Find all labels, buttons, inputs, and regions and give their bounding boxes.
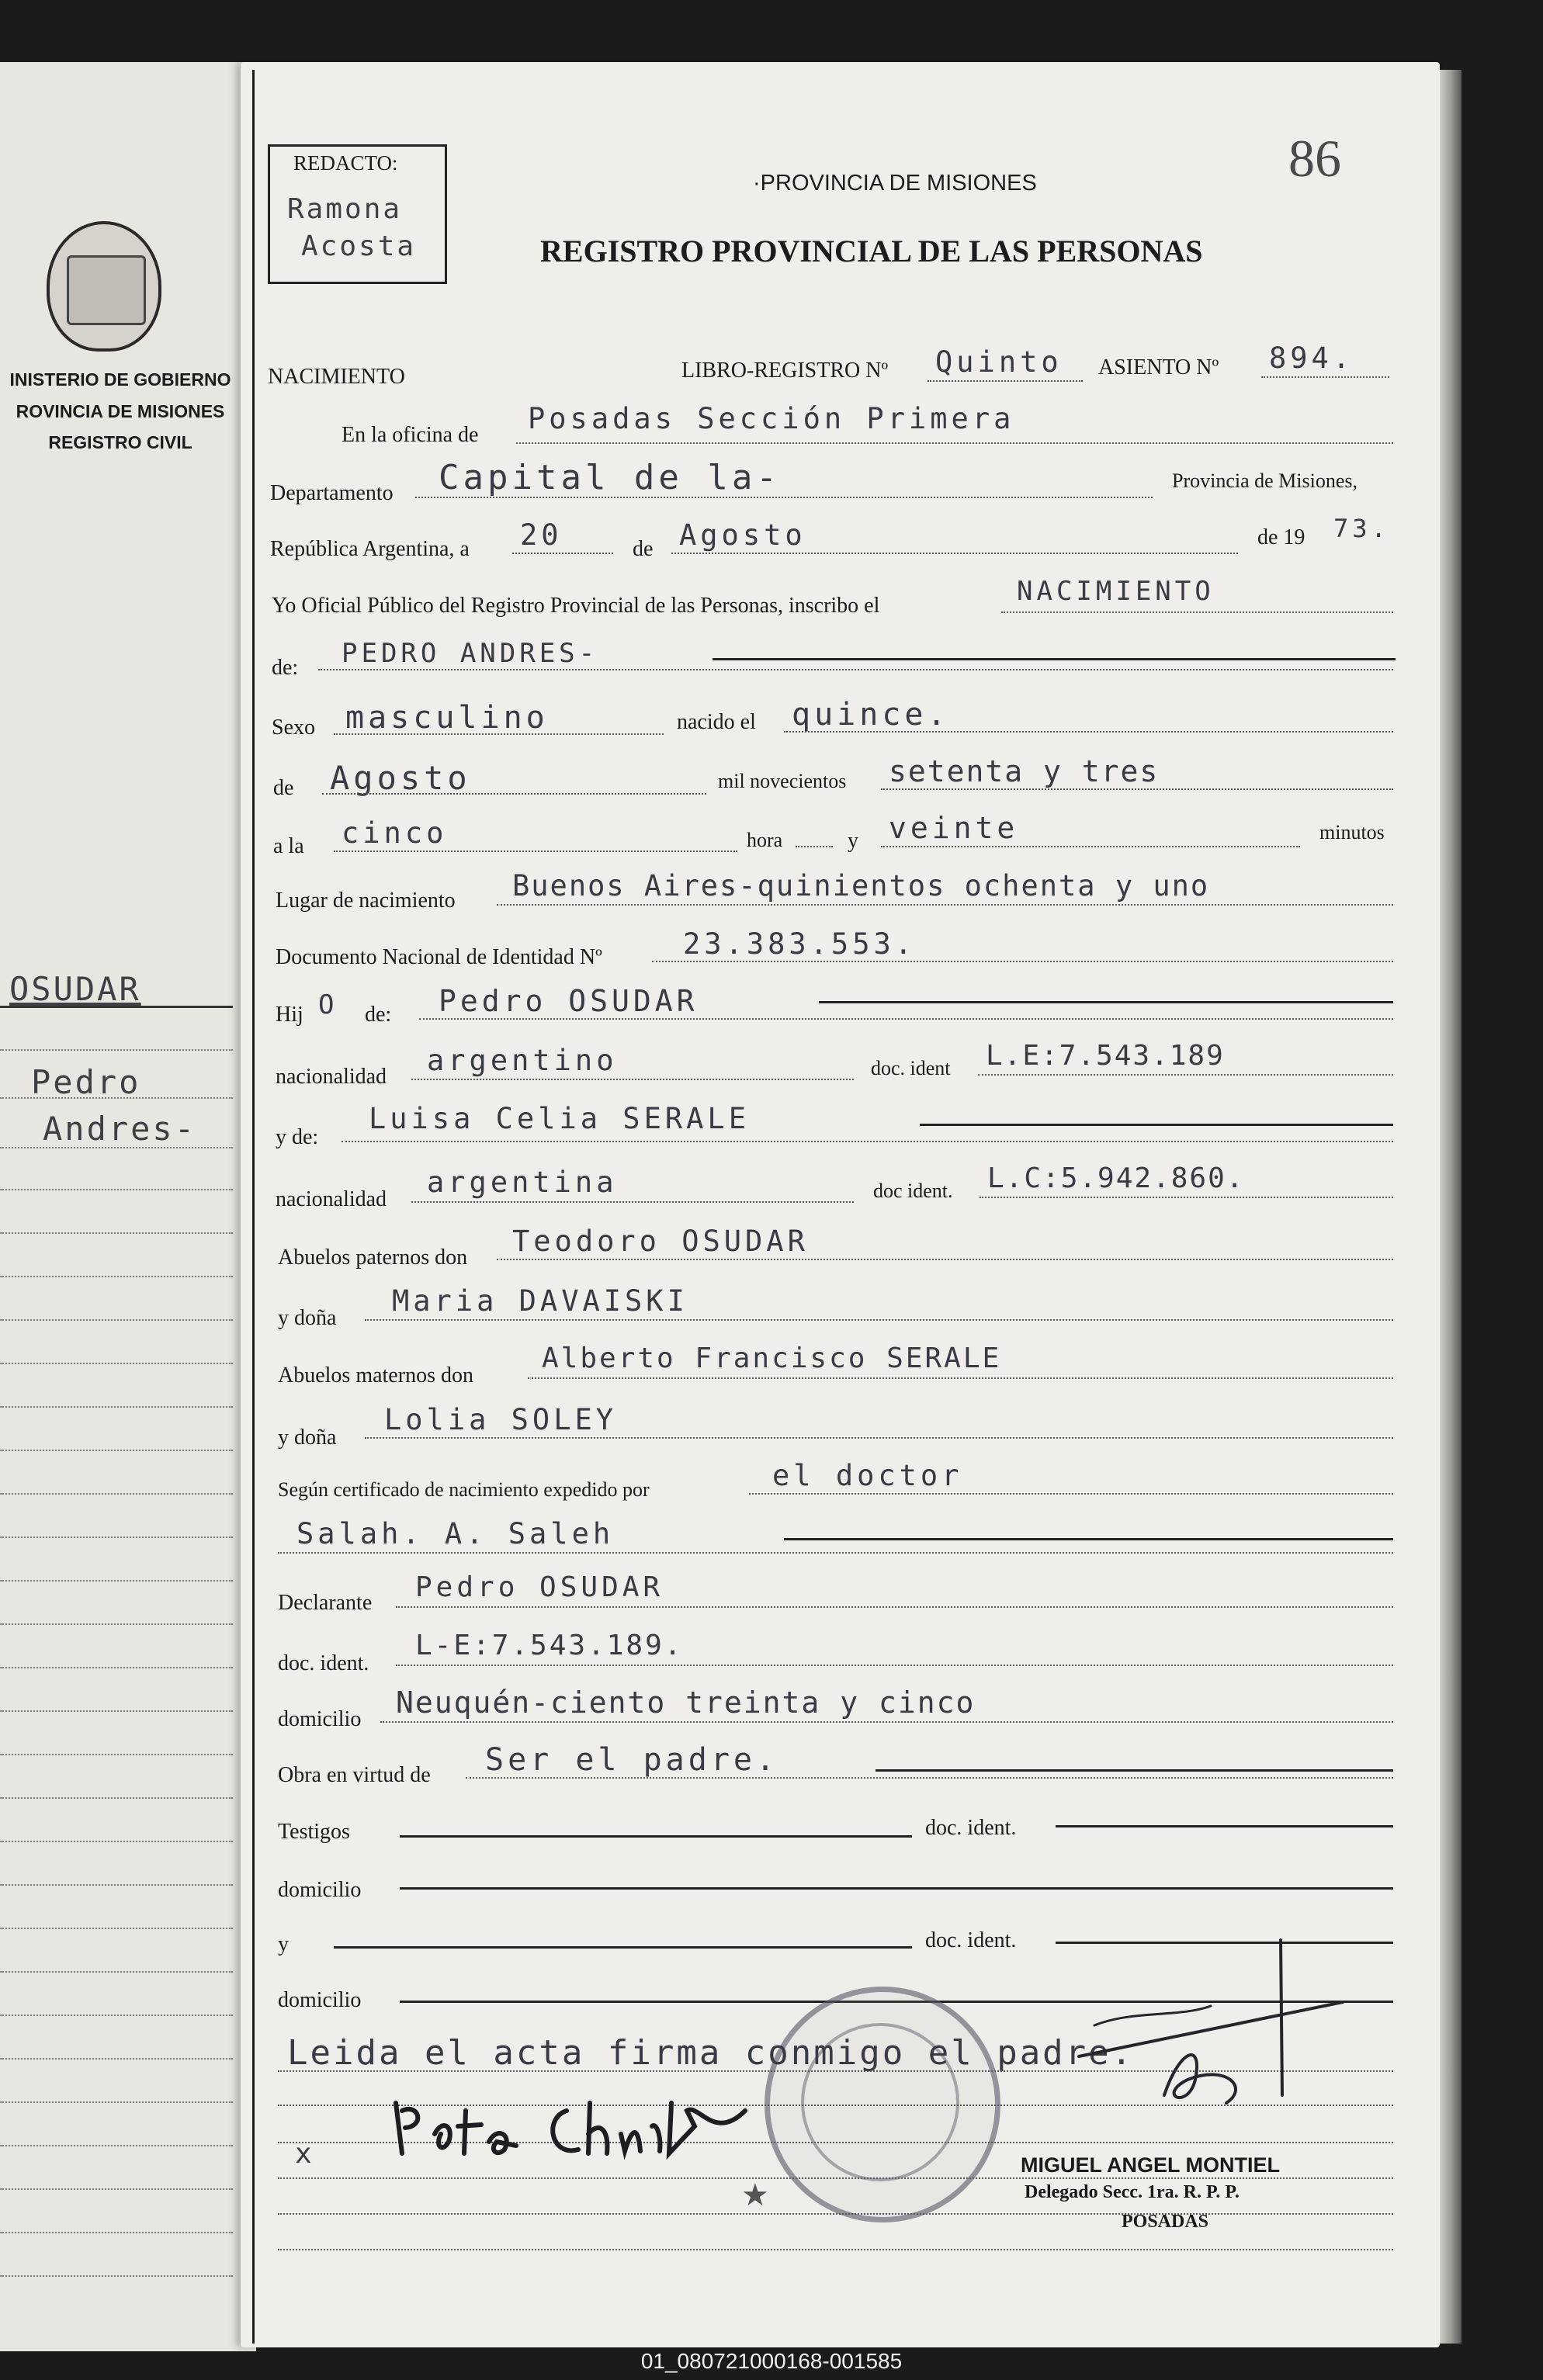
nacido-value: quince. — [792, 697, 950, 733]
nacido-label: nacido el — [677, 710, 756, 734]
margin-rule — [252, 70, 255, 2344]
margin-line — [0, 1971, 233, 1973]
testigo2-doc-label: doc. ident. — [925, 1928, 1017, 1952]
dotted-line — [419, 1018, 1393, 1020]
abuela-p-value: Maria DAVAISKI — [392, 1284, 688, 1318]
minutos-label: minutos — [1319, 821, 1385, 844]
solid-line — [334, 1946, 912, 1949]
libro-label: LIBRO-REGISTRO Nº — [681, 359, 889, 383]
page-number: 86 — [1288, 129, 1341, 188]
declarante-value: Pedro OSUDAR — [415, 1571, 664, 1603]
dotted-line — [396, 1665, 1393, 1666]
nac-mes-value: Agosto — [330, 759, 471, 797]
official-name: MIGUEL ANGEL MONTIEL — [1021, 2153, 1281, 2177]
padre-doc-label: doc. ident — [871, 1057, 951, 1079]
dni-value: 23.383.553. — [683, 927, 917, 961]
padre-value: Pedro OSUDAR — [439, 984, 699, 1018]
declarante-label: Declarante — [278, 1591, 373, 1615]
solid-line — [400, 1835, 912, 1838]
dotted-line — [365, 1437, 1393, 1439]
leida-value: Leida el acta firma conmigo el padre. — [287, 2033, 1135, 2073]
margin-line — [0, 1363, 233, 1364]
abuelo-m-value: Alberto Francisco SERALE — [542, 1342, 1002, 1374]
province-heading: ·PROVINCIA DE MISIONES — [753, 171, 1037, 196]
dotted-line — [396, 1606, 1393, 1608]
dotted-line — [278, 2213, 1393, 2215]
dotted-line — [318, 669, 1393, 670]
margin-line — [0, 1450, 233, 1451]
dia-value: 20 — [520, 518, 563, 552]
dotted-line — [497, 1259, 1393, 1260]
margin-line — [0, 1232, 233, 1234]
y-dona-m-label: y doña — [278, 1426, 337, 1450]
redacto-label: REDACTO: — [293, 151, 398, 175]
solid-line — [784, 1538, 1393, 1540]
dotted-line — [342, 1141, 1393, 1142]
de-mes-label: de — [273, 776, 294, 800]
madre-value: Luisa Celia SERALE — [369, 1102, 750, 1135]
testigos-label: Testigos — [278, 1820, 350, 1844]
dotted-line — [749, 1493, 1393, 1495]
provincia-label: Provincia de Misiones, — [1172, 469, 1358, 492]
margin-given-name-1: Pedro — [31, 1063, 141, 1101]
dotted-line — [497, 904, 1393, 906]
margin-line — [0, 1884, 233, 1886]
record-type: NACIMIENTO — [268, 365, 405, 389]
dotted-line — [796, 846, 833, 847]
margin-line — [0, 1049, 233, 1051]
margin-line — [0, 2015, 233, 2016]
margin-surname: OSUDAR — [9, 970, 141, 1008]
dotted-line — [411, 1201, 854, 1203]
madre-doc-value: L.C:5.942.860. — [987, 1162, 1245, 1194]
dotted-line — [466, 1777, 1393, 1779]
official-signature — [1071, 1932, 1351, 2142]
star-icon: ★ — [741, 2177, 769, 2212]
padre-doc-value: L.E:7.543.189 — [986, 1040, 1225, 1072]
margin-line — [0, 2101, 233, 2103]
inscribo-value: NACIMIENTO — [1017, 576, 1215, 607]
sexo-value: masculino — [345, 700, 549, 736]
dotted-line — [334, 733, 664, 735]
margin-line — [0, 1493, 233, 1495]
official-title: Delegado Secc. 1ra. R. P. P. — [1025, 2182, 1240, 2202]
lugar-label: Lugar de nacimiento — [276, 889, 456, 913]
mil-label: mil novecientos — [718, 770, 847, 792]
margin-line — [0, 1797, 233, 1799]
dotted-line — [516, 442, 1393, 444]
padre-nac-label: nacionalidad — [276, 1065, 387, 1089]
solid-line — [819, 1001, 1393, 1003]
certificado-value-2: Salah. A. Saleh — [296, 1517, 615, 1550]
a-la-label: a la — [273, 834, 304, 858]
margin-line — [0, 1536, 233, 1538]
margin-ministry: INISTERIO DE GOBIERNO — [9, 369, 231, 390]
hijo-o: O — [318, 989, 338, 1020]
margin-line — [0, 1147, 233, 1148]
margin-registry: REGISTRO CIVIL — [48, 432, 192, 452]
departamento-label: Departamento — [270, 481, 394, 505]
solid-line — [400, 1887, 1393, 1890]
page-edge — [1440, 70, 1462, 2344]
margin-line — [0, 2232, 233, 2233]
abuela-m-value: Lolia SOLEY — [384, 1403, 618, 1436]
decl-doc-label: doc. ident. — [278, 1651, 369, 1675]
certificado-label: Según certificado de nacimiento expedido por — [278, 1478, 650, 1501]
oficina-value: Posadas Sección Primera — [528, 402, 1015, 435]
dotted-line — [652, 961, 1393, 962]
y2-label: y — [278, 1932, 289, 1956]
mes-value: Agosto — [679, 518, 806, 552]
solid-line — [713, 658, 1396, 660]
margin-line — [0, 1623, 233, 1625]
dotted-line — [278, 1552, 1393, 1554]
crest-shield-icon — [67, 255, 146, 325]
de-label: de — [633, 537, 654, 561]
dotted-line — [334, 850, 737, 852]
dotted-line — [365, 1319, 1393, 1321]
solid-line — [1056, 1825, 1393, 1827]
margin-line — [0, 1406, 233, 1408]
republica-label: República Argentina, a — [270, 537, 470, 561]
departamento-value: Capital de la- — [439, 458, 781, 497]
margin-line — [0, 1667, 233, 1668]
dni-label: Documento Nacional de Identidad Nº — [276, 945, 602, 969]
year-value: 73. — [1333, 514, 1390, 543]
dotted-line — [528, 1377, 1393, 1379]
madre-nac-value: argentina — [427, 1166, 618, 1199]
dotted-line — [881, 846, 1300, 847]
hijo-label: Hij — [276, 1003, 303, 1027]
asiento-value: 894. — [1269, 341, 1354, 375]
dotted-line — [1261, 376, 1389, 378]
official-city: POSADAS — [1122, 2212, 1209, 2232]
domicilio3-label: domicilio — [278, 1988, 362, 2012]
abuelos-p-label: Abuelos paternos don — [278, 1245, 468, 1270]
margin-line — [0, 1710, 233, 1712]
dotted-line — [278, 2177, 1393, 2179]
mil-value: setenta y tres — [889, 754, 1160, 788]
madre-nac-label: nacionalidad — [276, 1187, 387, 1211]
registry-title: REGISTRO PROVINCIAL DE LAS PERSONAS — [540, 234, 1203, 268]
dotted-line — [671, 553, 1238, 554]
image-caption: 01_080721000168-001585 — [640, 2349, 903, 2373]
dotted-line — [784, 731, 1393, 733]
dotted-line — [380, 1721, 1393, 1723]
y-dona-label: y doña — [278, 1306, 337, 1330]
padre-nac-value: argentino — [427, 1044, 618, 1077]
y-label: y — [848, 829, 858, 853]
certificado-value-1: el doctor — [772, 1459, 963, 1492]
margin-line — [0, 2058, 233, 2060]
margin-line — [0, 1276, 233, 1277]
dotted-line — [322, 793, 706, 795]
dotted-line — [415, 497, 1153, 498]
dotted-line — [512, 553, 613, 554]
margin-line — [0, 1006, 233, 1008]
dotted-line — [978, 1074, 1393, 1076]
domicilio2-label: domicilio — [278, 1878, 362, 1902]
margin-province: ROVINCIA DE MISIONES — [16, 401, 225, 421]
minutos-value: veinte — [889, 811, 1019, 845]
asiento-label: ASIENTO Nº — [1098, 355, 1219, 379]
madre-doc-label: doc ident. — [873, 1180, 953, 1202]
provincial-crest-icon — [47, 221, 161, 352]
lugar-value: Buenos Aires-quinientos ochenta y uno — [512, 869, 1210, 902]
oficina-label: En la oficina de — [342, 423, 479, 447]
margin-line — [0, 1841, 233, 1842]
margin-line — [0, 1928, 233, 1929]
abuelos-m-label: Abuelos maternos don — [278, 1363, 473, 1387]
margin-line — [0, 1097, 233, 1099]
dotted-line — [1001, 611, 1393, 613]
margin-line — [0, 1580, 233, 1581]
dotted-line — [980, 1197, 1393, 1198]
nombre-value: PEDRO ANDRES- — [342, 638, 599, 669]
domicilio-value: Neuquén-ciento treinta y cinco — [396, 1685, 976, 1720]
inscribo-label: Yo Oficial Público del Registro Provincial de las Personas, inscribo el — [272, 594, 880, 618]
margin-line — [0, 2188, 233, 2190]
y-de-label: y de: — [276, 1125, 319, 1149]
redacto-name-1: Ramona — [287, 193, 403, 225]
solid-line — [876, 1769, 1393, 1772]
margin-line — [0, 2275, 233, 2277]
dotted-line — [928, 380, 1083, 382]
obra-label: Obra en virtud de — [278, 1763, 431, 1787]
x-mark: x — [295, 2138, 316, 2170]
dotted-line — [881, 788, 1393, 790]
margin-given-name-2: Andres- — [43, 1110, 197, 1148]
sexo-label: Sexo — [272, 715, 315, 740]
declarant-signature — [388, 2080, 792, 2173]
de-nombre-label: de: — [272, 656, 299, 680]
year-label: de 19 — [1257, 525, 1305, 549]
margin-line — [0, 1189, 233, 1190]
libro-value: Quinto — [935, 345, 1063, 379]
decl-doc-value: L-E:7.543.189. — [415, 1630, 684, 1661]
hora-label: hora — [747, 829, 783, 851]
obra-value: Ser el padre. — [485, 1742, 779, 1778]
domicilio-label: domicilio — [278, 1707, 362, 1731]
margin-line — [0, 2145, 233, 2146]
redacto-box — [268, 144, 447, 284]
testigo-doc-label: doc. ident. — [925, 1816, 1017, 1840]
redacto-name-2: Acosta — [301, 230, 417, 262]
hora-value: cinco — [342, 816, 448, 850]
margin-line — [0, 1754, 233, 1755]
abuelo-p-value: Teodoro OSUDAR — [512, 1225, 809, 1258]
dotted-line — [411, 1079, 854, 1080]
hijo-de-label: de: — [365, 1003, 392, 1027]
dotted-line — [278, 2249, 1393, 2250]
margin-line — [0, 1319, 233, 1321]
solid-line — [920, 1124, 1393, 1126]
